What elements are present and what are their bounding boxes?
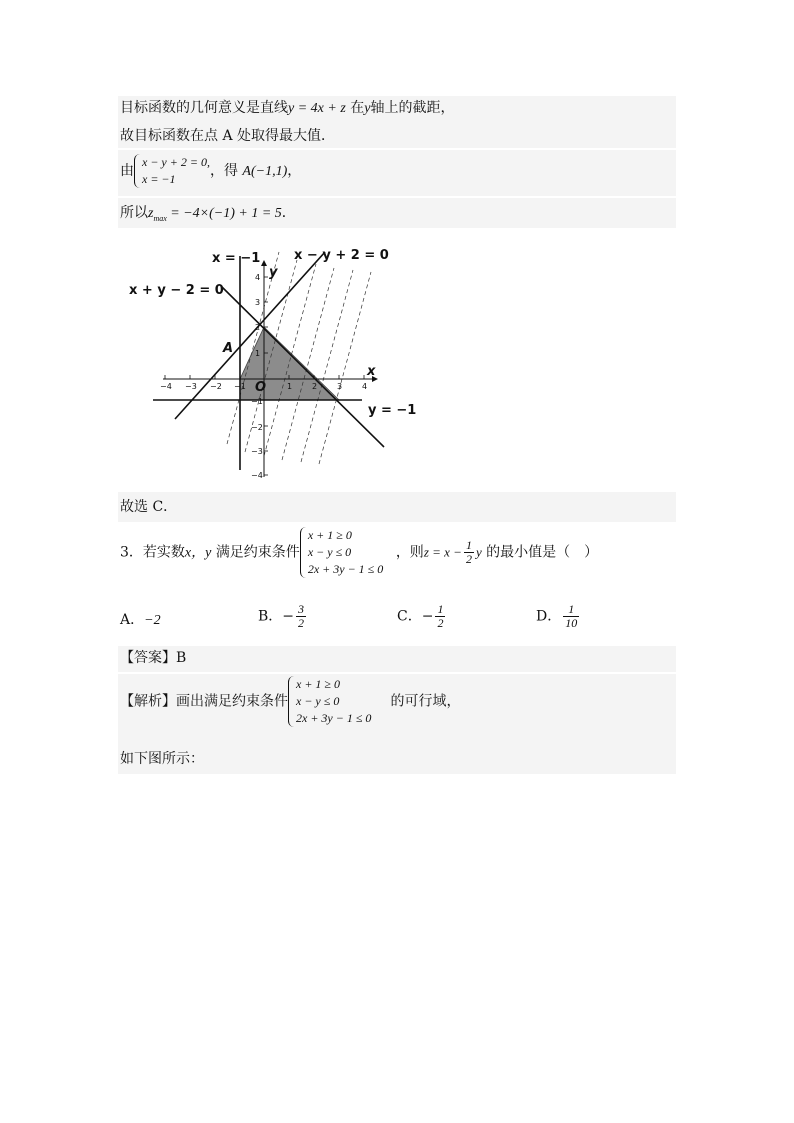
option-label: A．	[120, 612, 145, 628]
y-tick-label: 2	[255, 323, 261, 332]
text: 的可行域，	[390, 693, 461, 710]
y-tick-label: −4	[251, 471, 263, 480]
solution-line-1	[120, 99, 454, 118]
level-lines	[227, 252, 371, 464]
constraint-system	[288, 676, 386, 727]
equation-system	[134, 154, 210, 188]
x-tick-label: 2	[312, 382, 318, 391]
objective: z = x −	[423, 544, 462, 560]
constraint: x + 1 ≥ 0	[307, 528, 352, 542]
answer-text: 【答案】B	[120, 650, 187, 666]
numerator: 1	[437, 602, 444, 616]
variables: x，y	[184, 545, 212, 561]
fraction	[563, 603, 579, 630]
equation: x = −1	[142, 172, 176, 186]
x-tick-label: 4	[362, 382, 368, 391]
x-tick-label: 3	[337, 382, 343, 391]
point-A: A(−1,1)	[242, 164, 288, 179]
graph-svg	[119, 234, 422, 490]
label-y-eq-neg1: y = −1	[368, 403, 417, 418]
text: 如下图所示：	[120, 751, 204, 767]
constraint-system	[300, 527, 396, 578]
objective-var: y	[475, 544, 482, 560]
constraint: 2x + 3y − 1 ≤ 0	[307, 562, 384, 576]
y-tick-label: −1	[251, 397, 263, 406]
y-tick-label: 4	[255, 273, 261, 282]
x-tick-label: −1	[234, 382, 246, 391]
denominator: 2	[465, 552, 472, 566]
y-tick-label: 1	[255, 349, 261, 358]
numerator: 1	[563, 603, 579, 617]
text: 由	[120, 163, 134, 179]
text: 3．若实数	[120, 544, 185, 561]
y-axis-arrow	[261, 260, 267, 266]
x-tick-label: −3	[185, 382, 197, 391]
line-equation: y = 4x + z	[288, 101, 346, 116]
text-band-6	[118, 646, 676, 672]
brace	[134, 154, 141, 188]
option-d[interactable]	[536, 603, 581, 630]
option-b[interactable]	[258, 603, 308, 630]
x-tick-label: −2	[210, 382, 222, 391]
text: 的最小值是（ ）	[486, 544, 599, 561]
y-tick-label: 3	[255, 298, 261, 307]
brace	[288, 676, 295, 727]
text: ，得	[209, 163, 238, 179]
text-band-5	[118, 492, 676, 522]
option-a[interactable]	[120, 611, 161, 630]
label-point-A: A	[223, 341, 234, 356]
solution-line-2	[120, 127, 335, 145]
option-c[interactable]	[397, 603, 447, 630]
sign: −	[421, 608, 434, 625]
numerator: 1	[465, 538, 472, 552]
numerator: 3	[298, 602, 305, 616]
brace	[300, 527, 307, 578]
equation: = −4×(−1) + 1 = 5	[166, 206, 282, 221]
text: 故目标函数在点 A 处取得最大值．	[120, 128, 336, 144]
text: 故选 C．	[120, 499, 178, 515]
denominator: 10	[565, 616, 578, 630]
solution-line-4	[120, 204, 296, 228]
text: ．	[281, 205, 296, 221]
x-tick-label: 1	[287, 382, 293, 391]
option-label: C．	[397, 608, 422, 625]
text: ，则	[395, 544, 424, 561]
fraction	[464, 539, 474, 566]
solution-choice	[120, 498, 177, 516]
y-tick-label: −3	[251, 447, 263, 456]
equation: x − y + 2 = 0,	[142, 155, 210, 169]
label-x-minus-y-plus-2: x − y + 2 = 0	[294, 248, 389, 263]
text: 目标函数的几何意义是直线	[120, 100, 288, 116]
feasible-region-figure	[119, 234, 422, 490]
y-tick-label: −2	[251, 423, 263, 432]
solution-line-3	[120, 154, 301, 188]
label-y-axis: y	[269, 265, 278, 280]
text: ，	[287, 163, 302, 179]
x-tick-label: −4	[160, 382, 172, 391]
analysis-next	[120, 750, 204, 768]
fraction	[435, 603, 445, 630]
constraint: x − y ≤ 0	[296, 694, 340, 708]
denominator: 2	[298, 616, 305, 630]
subscript: max	[153, 213, 167, 223]
label-x-axis: x	[367, 364, 376, 379]
option-value: −2	[144, 613, 161, 628]
text: 所以	[120, 205, 148, 221]
label-origin: O	[255, 380, 267, 395]
text: 轴上的截距，	[370, 100, 455, 116]
constraint: x + 1 ≥ 0	[296, 677, 341, 691]
text: 在	[350, 100, 365, 116]
question-3	[120, 527, 598, 578]
text: 【解析】画出满足约束条件	[120, 693, 288, 710]
denominator: 2	[437, 616, 444, 630]
axis-var: y	[364, 101, 371, 116]
text: 满足约束条件	[215, 544, 300, 561]
constraint: x − y ≤ 0	[307, 545, 352, 559]
fraction	[296, 603, 306, 630]
sign: −	[282, 608, 295, 625]
label-x-eq-neg1: x = −1	[212, 251, 261, 266]
analysis-line	[120, 676, 460, 727]
label-x-plus-y-minus-2: x + y − 2 = 0	[129, 283, 224, 298]
answer-line	[120, 649, 186, 667]
constraint: 2x + 3y − 1 ≤ 0	[296, 711, 372, 725]
z-var: z	[148, 206, 154, 221]
option-label: B．	[258, 608, 283, 625]
option-label: D．	[536, 608, 562, 625]
